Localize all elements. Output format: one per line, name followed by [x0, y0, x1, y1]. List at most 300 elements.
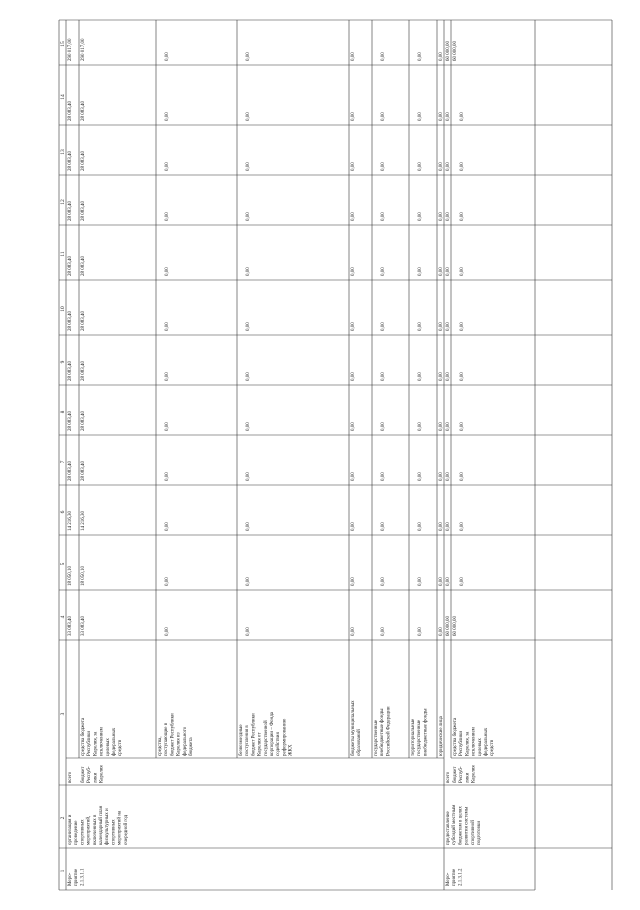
value-text: 0,00	[446, 372, 451, 381]
value-cell	[453, 616, 458, 637]
value-cell	[439, 267, 444, 276]
source-name-r1-5	[374, 706, 391, 756]
source-name-r1-3-line: бюджет Республики	[251, 713, 257, 756]
value-cell	[439, 627, 444, 636]
value-cell	[381, 212, 386, 221]
source-group-r1-0	[68, 771, 73, 783]
column-header-15: 15	[60, 41, 66, 47]
value-cell	[381, 372, 386, 381]
measure-number-r2-line: Меро-	[446, 872, 451, 886]
source-name-r2-1-line: средств	[490, 739, 496, 756]
value-cell	[381, 577, 386, 586]
value-text: 0,00	[351, 52, 356, 61]
value-cell	[68, 361, 73, 382]
value-cell	[68, 461, 73, 482]
source-name-r1-6	[411, 708, 428, 756]
value-cell	[418, 267, 423, 276]
source-name-r2-1-line: исключением	[471, 727, 477, 756]
value-cell	[351, 627, 356, 636]
value-text: 0,00	[460, 372, 465, 381]
value-text: 18 050,10	[68, 566, 73, 586]
value-cell	[418, 112, 423, 121]
value-cell	[446, 267, 451, 276]
value-cell	[460, 577, 465, 586]
source-group-r1-1-line: бюджет	[81, 766, 86, 783]
value-cell	[246, 627, 251, 636]
value-cell	[381, 112, 386, 121]
value-text: 0,00	[165, 422, 170, 431]
value-cell	[460, 322, 465, 331]
value-cell	[351, 372, 356, 381]
value-cell	[81, 38, 86, 61]
source-name-r2-1-line: средства бюджета	[453, 717, 458, 756]
value-cell	[165, 267, 170, 276]
measure-title-r1-line: календарный план	[99, 805, 104, 845]
value-text: 0,00	[165, 522, 170, 531]
value-cell	[439, 422, 444, 431]
value-text: 0,00	[351, 472, 356, 481]
value-text: 0,00	[351, 577, 356, 586]
column-header-1: 1	[60, 869, 66, 873]
source-group-r2-1-line: бюджет	[453, 766, 458, 783]
value-cell	[81, 151, 86, 172]
value-cell	[165, 52, 170, 61]
value-cell	[351, 162, 356, 171]
value-text: 0,00	[418, 577, 423, 586]
value-cell	[418, 472, 423, 481]
value-cell	[165, 522, 170, 531]
source-name-r2-1-line: целевых	[477, 738, 483, 756]
source-group-r2-0	[446, 771, 451, 783]
value-text: 0,00	[165, 472, 170, 481]
value-cell	[439, 52, 444, 61]
measure-title-r1-line: мероприятий,	[86, 815, 92, 845]
source-group-r1-1-line: Респуб-	[87, 766, 93, 783]
value-text: 0,00	[381, 627, 386, 636]
value-text: 0,00	[381, 472, 386, 481]
value-text: 60 000,00	[446, 616, 451, 636]
value-text: 0,00	[446, 472, 451, 481]
value-text: 0,00	[381, 322, 386, 331]
value-cell	[439, 372, 444, 381]
source-name-r1-4	[351, 700, 362, 756]
value-cell	[165, 372, 170, 381]
value-text: 0,00	[246, 267, 251, 276]
value-text: 28 083,40	[81, 101, 86, 121]
value-text: 0,00	[381, 212, 386, 221]
value-cell	[460, 162, 465, 171]
source-name-r1-1	[81, 717, 123, 756]
value-cell	[453, 41, 458, 62]
value-cell	[446, 522, 451, 531]
value-cell	[418, 522, 423, 531]
value-text: 0,00	[351, 372, 356, 381]
value-cell	[351, 267, 356, 276]
value-cell	[439, 212, 444, 221]
source-group-r1-1-line: Карелия	[99, 765, 105, 783]
value-text: 0,00	[460, 322, 465, 331]
value-cell	[68, 256, 73, 277]
value-text: 0,00	[381, 577, 386, 586]
value-text: 0,00	[165, 162, 170, 171]
value-cell	[439, 577, 444, 586]
value-text: 0,00	[460, 577, 465, 586]
value-text: 0,00	[418, 267, 423, 276]
source-name-r1-3-line: поступления в	[245, 725, 251, 756]
value-text: 0,00	[460, 267, 465, 276]
source-group-r2-1-line: лики	[465, 772, 471, 783]
value-text: 0,00	[439, 577, 444, 586]
value-cell	[68, 151, 73, 172]
column-header-2: 2	[60, 816, 66, 820]
source-name-r1-3-line: содействия	[276, 732, 282, 756]
value-text: 0,00	[418, 322, 423, 331]
source-name-r1-1-line: средства бюджета	[81, 717, 86, 756]
value-cell	[68, 201, 73, 222]
value-cell	[165, 112, 170, 121]
value-cell	[81, 511, 86, 532]
value-text: 0,00	[351, 162, 356, 171]
value-text: 0,00	[246, 372, 251, 381]
value-cell	[68, 311, 73, 332]
value-text: 0,00	[351, 267, 356, 276]
value-text: 0,00	[418, 522, 423, 531]
measure-title-r2-line: бюджетам в целях	[458, 806, 464, 845]
value-cell	[460, 522, 465, 531]
source-name-r1-2-line: Карелия из	[176, 732, 182, 756]
value-text: 0,00	[460, 212, 465, 221]
value-text: 0,00	[381, 112, 386, 121]
value-cell	[246, 322, 251, 331]
value-text: 33 083,40	[68, 616, 73, 636]
value-cell	[439, 522, 444, 531]
source-name-r1-7-line: юридические лица	[439, 716, 444, 756]
value-cell	[439, 112, 444, 121]
value-cell	[418, 322, 423, 331]
value-text: 0,00	[246, 522, 251, 531]
value-cell	[381, 472, 386, 481]
source-name-r1-3-line: Карелия от	[257, 732, 263, 756]
source-name-r1-3	[239, 711, 294, 756]
value-text: 0,00	[439, 422, 444, 431]
value-text: 28 083,40	[81, 151, 86, 171]
value-cell	[351, 322, 356, 331]
measure-title-r2-line: спортивной	[470, 820, 476, 845]
value-cell	[165, 322, 170, 331]
measure-number-r1-line: Меро-	[68, 872, 73, 886]
value-cell	[446, 162, 451, 171]
source-name-r1-6-line: территориальные	[411, 718, 416, 756]
value-cell	[68, 616, 73, 637]
measure-title-r1-line: проведение	[74, 820, 80, 845]
value-text: 0,00	[460, 162, 465, 171]
source-name-r1-1-line: исключением	[99, 727, 105, 756]
value-cell	[381, 267, 386, 276]
measure-title-r2	[446, 804, 482, 845]
value-text: 0,00	[439, 162, 444, 171]
source-name-r1-1-line: федеральных	[112, 727, 117, 756]
measure-title-r2-line: субсидий местным	[452, 804, 458, 845]
value-text: 0,00	[418, 472, 423, 481]
value-cell	[81, 616, 86, 637]
value-text: 0,00	[439, 472, 444, 481]
value-cell	[418, 627, 423, 636]
value-cell	[351, 422, 356, 431]
value-text: 0,00	[446, 422, 451, 431]
measure-number-r2-line: приятие	[452, 868, 458, 886]
value-cell	[446, 616, 451, 637]
value-text: 0,00	[351, 212, 356, 221]
column-header-8: 8	[60, 410, 66, 414]
column-header-14: 14	[60, 94, 66, 100]
measure-title-r1-line: спортивных	[111, 819, 117, 845]
source-name-r1-7	[439, 715, 444, 756]
value-cell	[246, 112, 251, 121]
value-text: 0,00	[165, 577, 170, 586]
source-name-r1-4-line: бюджеты муниципальных	[351, 700, 356, 756]
value-text: 14 216,30	[81, 511, 86, 531]
value-text: 28 083,40	[81, 256, 86, 276]
value-cell	[351, 472, 356, 481]
column-header-6: 6	[60, 510, 66, 514]
value-cell	[351, 577, 356, 586]
value-cell	[81, 361, 86, 382]
value-text: 0,00	[165, 372, 170, 381]
value-text: 0,00	[446, 162, 451, 171]
value-text: 0,00	[446, 577, 451, 586]
value-cell	[446, 372, 451, 381]
value-cell	[246, 212, 251, 221]
measure-title-r2-line: подготовки	[477, 820, 482, 845]
measure-number-r2	[446, 868, 463, 886]
value-text: 28 083,40	[68, 361, 73, 381]
value-cell	[165, 162, 170, 171]
value-cell	[439, 322, 444, 331]
value-text: 0,00	[446, 267, 451, 276]
value-cell	[81, 256, 86, 277]
source-name-r1-5-line: внебюджетные фонды	[380, 708, 386, 756]
column-header-7: 7	[60, 460, 66, 464]
value-text: 0,00	[446, 322, 451, 331]
value-cell	[246, 52, 251, 61]
value-text: 0,00	[165, 52, 170, 61]
value-cell	[81, 201, 86, 222]
source-name-r1-2	[158, 713, 194, 756]
value-text: 0,00	[460, 422, 465, 431]
source-name-r1-1-line: целевых	[105, 738, 111, 756]
source-name-r2-1-line: Карелия, за	[465, 731, 471, 756]
source-group-r1-1	[81, 765, 105, 783]
value-text: 0,00	[381, 522, 386, 531]
value-text: 0,00	[351, 322, 356, 331]
value-cell	[165, 577, 170, 586]
value-cell	[418, 422, 423, 431]
value-text: 290 017,00	[68, 38, 73, 61]
measure-number-r2-line: 2.1.3.1.2	[458, 868, 464, 886]
value-cell	[165, 627, 170, 636]
source-name-r1-3-line: ЖКХ	[288, 744, 294, 756]
value-text: 0,00	[246, 52, 251, 61]
value-cell	[418, 212, 423, 221]
value-text: 18 050,10	[81, 566, 86, 586]
value-cell	[165, 422, 170, 431]
source-name-r1-2-line: бюджета	[189, 737, 194, 756]
column-header-4: 4	[60, 615, 66, 619]
measure-title-r2-line: развития системы	[464, 806, 470, 845]
source-group-r1-0-line: всего	[68, 771, 73, 783]
value-text: 0,00	[439, 212, 444, 221]
measure-title-r1-line: включенных в	[92, 814, 98, 845]
measure-number-r1-line: приятие	[74, 868, 80, 886]
value-text: 0,00	[418, 422, 423, 431]
value-text: 0,00	[165, 322, 170, 331]
column-header-11: 11	[60, 251, 66, 257]
value-cell	[418, 372, 423, 381]
value-text: 0,00	[165, 212, 170, 221]
value-cell	[381, 522, 386, 531]
value-text: 0,00	[460, 522, 465, 531]
source-name-r1-3-line: безвозмездные	[239, 724, 244, 756]
value-cell	[418, 162, 423, 171]
source-group-r2-1	[453, 765, 477, 783]
value-cell	[439, 162, 444, 171]
value-text: 0,00	[418, 627, 423, 636]
value-text: 28 083,40	[81, 201, 86, 221]
value-cell	[246, 372, 251, 381]
value-text: 0,00	[418, 372, 423, 381]
value-text: 28 083,40	[68, 256, 73, 276]
measure-title-r1-line: очередной год	[123, 814, 129, 845]
value-cell	[68, 38, 73, 61]
value-text: 0,00	[246, 212, 251, 221]
value-text: 0,00	[351, 112, 356, 121]
value-text: 14 216,30	[68, 511, 73, 531]
source-name-r1-1-line: средств	[118, 739, 124, 756]
value-cell	[68, 511, 73, 532]
measure-title-r1	[68, 805, 129, 845]
value-text: 28 083,40	[68, 151, 73, 171]
measure-title-r1-line: мероприятий на	[117, 810, 123, 845]
value-text: 0,00	[439, 322, 444, 331]
value-cell	[246, 577, 251, 586]
column-header-9: 9	[60, 360, 66, 364]
value-cell	[351, 212, 356, 221]
value-cell	[460, 212, 465, 221]
source-name-r1-2-line: федерального	[182, 726, 188, 756]
measure-title-r1-line: спортивных	[80, 819, 86, 845]
column-header-row	[60, 41, 66, 872]
value-cell	[446, 112, 451, 121]
value-text: 290 017,00	[81, 38, 86, 61]
value-text: 0,00	[439, 112, 444, 121]
value-cell	[446, 212, 451, 221]
column-header-3: 3	[60, 712, 66, 716]
source-group-r1-1-line: лики	[93, 772, 99, 783]
value-cell	[165, 472, 170, 481]
table-grid-lines	[59, 20, 612, 890]
value-cell	[381, 422, 386, 431]
value-text: 28 083,40	[68, 201, 73, 221]
value-cell	[418, 577, 423, 586]
value-cell	[351, 112, 356, 121]
source-name-r2-1	[453, 717, 495, 756]
value-text: 28 083,40	[68, 461, 73, 481]
source-group-r2-1-line: Карелия	[471, 765, 477, 783]
source-name-r1-6-line: внебюджетные фонды	[423, 708, 429, 756]
value-text: 0,00	[446, 522, 451, 531]
value-text: 0,00	[381, 52, 386, 61]
value-cell	[381, 162, 386, 171]
value-text: 0,00	[460, 112, 465, 121]
value-cell	[68, 411, 73, 432]
value-cell	[81, 311, 86, 332]
value-cell	[351, 52, 356, 61]
value-text: 28 083,40	[68, 311, 73, 331]
value-cell	[439, 472, 444, 481]
value-text: 0,00	[418, 112, 423, 121]
value-text: 0,00	[418, 162, 423, 171]
value-cell	[418, 52, 423, 61]
value-cell	[381, 627, 386, 636]
value-text: 0,00	[381, 372, 386, 381]
column-header-13: 13	[60, 149, 66, 155]
value-text: 28 083,40	[81, 361, 86, 381]
source-name-r1-5-line: Российской Федерации	[386, 706, 392, 756]
value-text: 0,00	[418, 212, 423, 221]
value-text: 0,00	[439, 522, 444, 531]
value-cell	[381, 322, 386, 331]
measure-number-r1-line: 2.1.3.1.1	[80, 868, 86, 886]
value-cell	[81, 461, 86, 482]
source-group-r2-1-line: Респуб-	[459, 766, 465, 783]
value-cell	[351, 522, 356, 531]
value-text: 0,00	[351, 627, 356, 636]
measure-title-r1-line: организация и	[68, 814, 73, 845]
value-cell	[460, 112, 465, 121]
value-cell	[446, 41, 451, 62]
value-cell	[446, 322, 451, 331]
value-cell	[460, 422, 465, 431]
value-cell	[68, 101, 73, 122]
value-cell	[68, 566, 73, 587]
value-text: 0,00	[165, 267, 170, 276]
value-text: 28 083,40	[81, 461, 86, 481]
value-text: 28 083,40	[81, 411, 86, 431]
value-cell	[165, 212, 170, 221]
source-name-r1-6-line: государственные	[417, 719, 423, 756]
value-text: 0,00	[381, 162, 386, 171]
value-text: 33 083,40	[81, 616, 86, 636]
value-text: 0,00	[439, 52, 444, 61]
value-text: 28 083,40	[68, 411, 73, 431]
value-text: 0,00	[165, 112, 170, 121]
value-text: 0,00	[246, 112, 251, 121]
value-cell	[446, 472, 451, 481]
value-cell	[246, 422, 251, 431]
value-text: 0,00	[381, 422, 386, 431]
value-text: 0,00	[439, 267, 444, 276]
value-cell	[446, 577, 451, 586]
value-text: 0,00	[351, 522, 356, 531]
value-text: 28 083,40	[81, 311, 86, 331]
value-text: 0,00	[246, 627, 251, 636]
source-name-r2-1-line: федеральных	[484, 727, 489, 756]
value-cell	[246, 472, 251, 481]
measure-title-r1-line: физкультурных и	[105, 808, 111, 845]
column-header-10: 10	[60, 306, 66, 312]
measure-title-r2-line: предоставление	[446, 811, 451, 845]
value-text: 60 000,00	[446, 41, 451, 61]
